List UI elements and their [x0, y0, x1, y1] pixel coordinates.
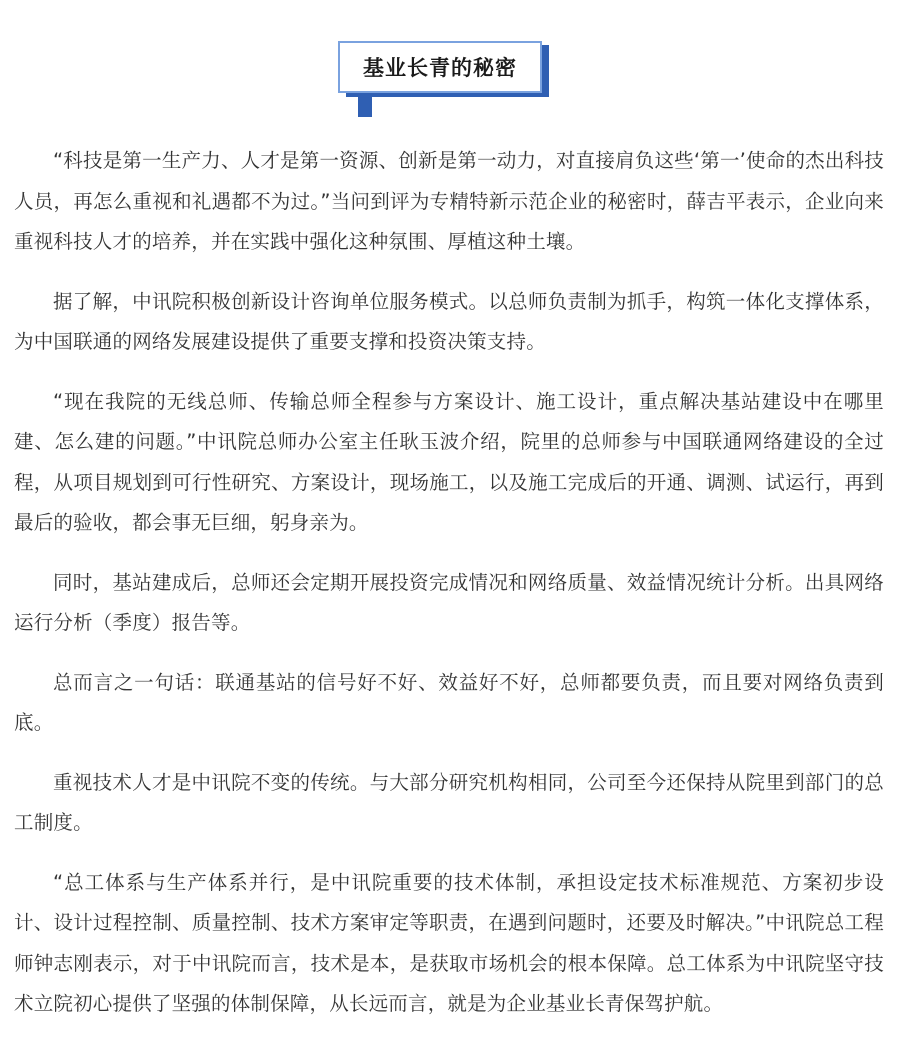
- paragraph: 同时，基站建成后，总师还会定期开展投资完成情况和网络质量、效益情况统计分析。出具网络运行分析（季度）报告等。: [14, 570, 884, 634]
- title-box: [338, 41, 542, 93]
- paragraph: 总而言之一句话：联通基站的信号好不好、效益好不好，总师都要负责，而且要对网络负责到底。: [14, 670, 884, 734]
- paragraph: “现在我院的无线总师、传输总师全程参与方案设计、施工设计，重点解决基站建设中在哪里建、怎么建的问题。”中讯院总师办公室主任耿玉波介绍，院里的总师参与中国联通网络建设的全过程，从项目规划到可行性研究、方案设计，现场施工，以及施工完成后的开通、调测、试运行，再到最后的验收，都会事无巨细，躬身亲为。: [14, 389, 884, 534]
- section-title-banner: [336, 37, 554, 117]
- paragraph: 重视技术人才是中讯院不变的传统。与大部分研究机构相同，公司至今还保持从院里到部门的总工制度。: [14, 770, 884, 834]
- paragraph: “科技是第一生产力、人才是第一资源、创新是第一动力，对直接肩负这些‘第一’使命的杰出科技人员，再怎么重视和礼遇都不为过。”当问到评为专精特新示范企业的秘密时，薛吉平表示，企业向来重视科技人才的培养，并在实践中强化这种氛围、厚植这种土壤。: [14, 149, 884, 253]
- title-accent-tab: [358, 92, 372, 117]
- paragraph: 据了解，中讯院积极创新设计咨询单位服务模式。以总师负责制为抓手，构筑一体化支撑体系，为中国联通的网络发展建设提供了重要支撑和投资决策支持。: [14, 289, 884, 353]
- section-title: 基业长青的秘密: [363, 56, 517, 80]
- article-body: [14, 141, 884, 1044]
- paragraph: “总工体系与生产体系并行，是中讯院重要的技术体制，承担设定技术标准规范、方案初步设计、设计过程控制、质量控制、技术方案审定等职责，在遇到问题时，还要及时解决。”中讯院总工程师钟志刚表示，对于中讯院而言，技术是本，是获取市场机会的根本保障。总工体系为中讯院坚守技术立院初心提供了坚强的体制保障，从长远而言，就是为企业基业长青保驾护航。: [14, 870, 884, 1015]
